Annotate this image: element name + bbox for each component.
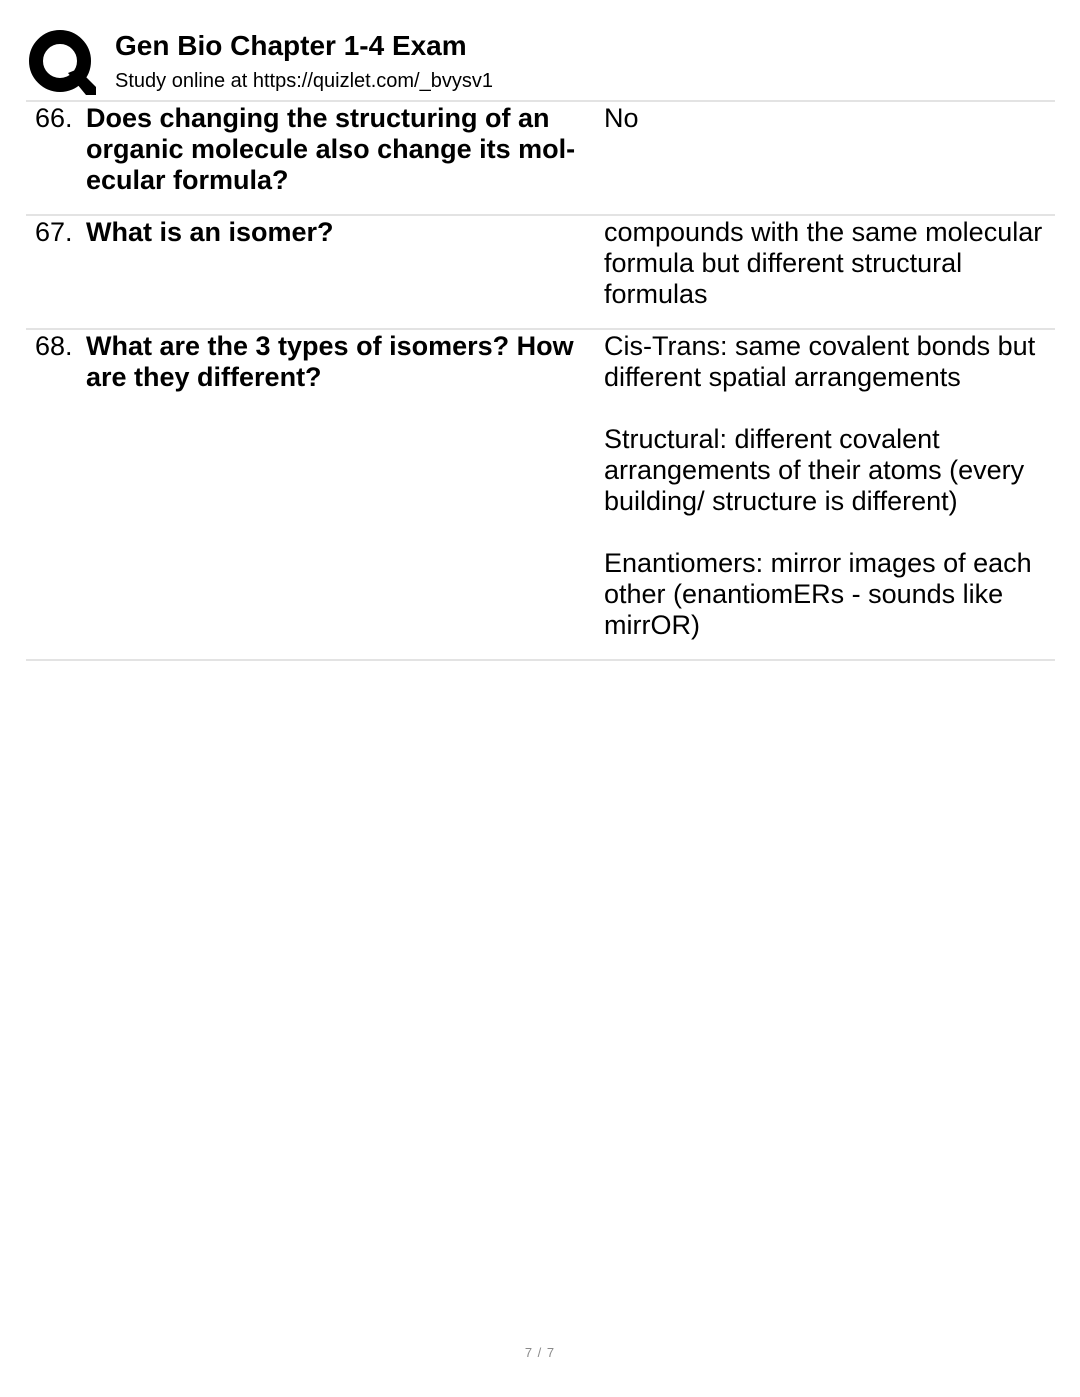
card-answer bbox=[604, 217, 1055, 310]
card-question: Does changing the structuring of an organic molecule also change its molecular formula? bbox=[86, 103, 576, 195]
flashcard-row bbox=[26, 102, 1055, 216]
card-question: What are the 3 types of isomers? How are they different? bbox=[86, 331, 574, 392]
page-indicator: 7 / 7 bbox=[524, 1345, 556, 1360]
card-answer bbox=[604, 103, 1055, 196]
card-question: What is an isomer? bbox=[86, 217, 334, 247]
flashcard-row bbox=[26, 330, 1055, 661]
answer-paragraph: No bbox=[604, 103, 639, 133]
document-title: Gen Bio Chapter 1-4 Exam bbox=[115, 30, 467, 61]
study-link-text: Study online at https://quizlet.com/_bvysv1 bbox=[115, 70, 493, 92]
document-header bbox=[26, 26, 1056, 101]
card-answer bbox=[604, 331, 1055, 641]
answer-paragraph-enantiomers: Enantiomers: mirror images of each other (enantiomERs - sounds like mirrOR) bbox=[604, 548, 1032, 640]
card-number: 67. bbox=[35, 217, 73, 247]
answer-paragraph: compounds with the same molecular formula but different structural formulas bbox=[604, 217, 1043, 309]
flashcard-list bbox=[26, 100, 1055, 661]
answer-paragraph-structural: Structural: different covalent arrangements of their atoms (every building/ structure is different) bbox=[604, 424, 1025, 516]
answer-paragraph-cis-trans: Cis-Trans: same covalent bonds but different spatial arrangements bbox=[604, 331, 1036, 392]
card-number: 68. bbox=[35, 331, 73, 361]
card-number: 66. bbox=[35, 103, 73, 133]
flashcard-row bbox=[26, 216, 1055, 330]
quizlet-logo-icon bbox=[28, 29, 96, 97]
